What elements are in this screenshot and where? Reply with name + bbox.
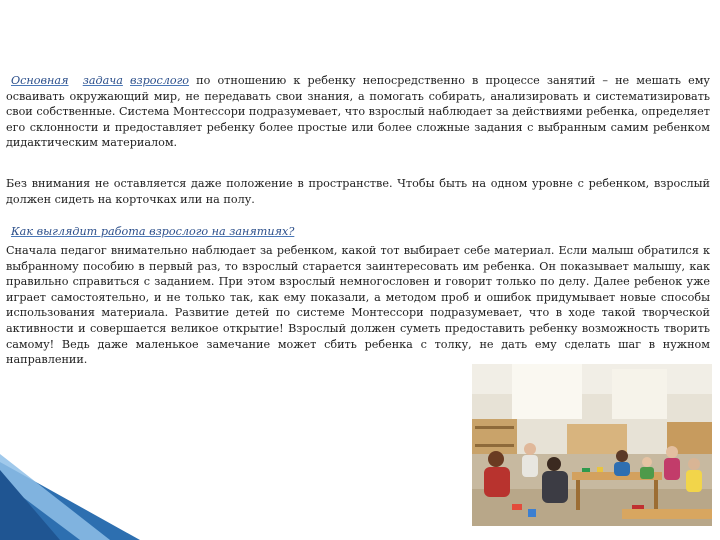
paragraph-position: Без внимания не оставляется даже положение в пространстве. Чтобы быть на одном уровне с ребенком, взрослый должен сидеть на корточках или на полу. bbox=[6, 177, 710, 206]
paragraph-teacher-work: Сначала педагог внимательно наблюдает за ребенком, какой тот выбирает себе материал. Если малыш обратился к выбранному пособию в первый раз, то взрослый старается заинтересовать им ребенка. Он показывает малышу, как правильно справиться с заданием. При этом взрослый немногословен и говорит только по делу. Далее ребенок уже играет самостоятельно, и не только так, как ему показали, а методом проб и ошибок придумывает новые способы использования материала. Развитие детей по системе Монтессори подразумевает, что в ходе такой творческой активности и совершается великое открытие! Взрослый должен суметь предоставить ребенку возможность творить самому! Ведь даже маленькое замечание может сбить ребенка с толку, не дать ему сделать шаг в нужном направлении. bbox=[6, 244, 710, 367]
section-heading bbox=[6, 224, 710, 240]
underlined-word-2: задача bbox=[82, 74, 123, 87]
classroom-photo bbox=[472, 364, 712, 526]
heading-link[interactable]: Как выглядит работа взрослого на занятиях? bbox=[11, 225, 295, 238]
decorative-corner-shape bbox=[0, 440, 140, 540]
paragraph-main-task bbox=[6, 73, 710, 151]
underlined-word-3: взрослого bbox=[130, 74, 190, 87]
paragraph-main-task-text: по отношению к ребенку непосредственно в процессе занятий – не мешать ему осваивать окружающий мир, не передавать свои знания, а помогать собирать, анализировать и систематизировать свои собственные. Система Монтессори подразумевает, что взрослый наблюдает за действиями ребенка, определяет его склонности и предоставляет ребенку более простые или более сложные задания с выбранным самим ребенком дидактическим материалом. bbox=[6, 74, 710, 150]
underlined-word-1: Основная bbox=[11, 74, 69, 87]
